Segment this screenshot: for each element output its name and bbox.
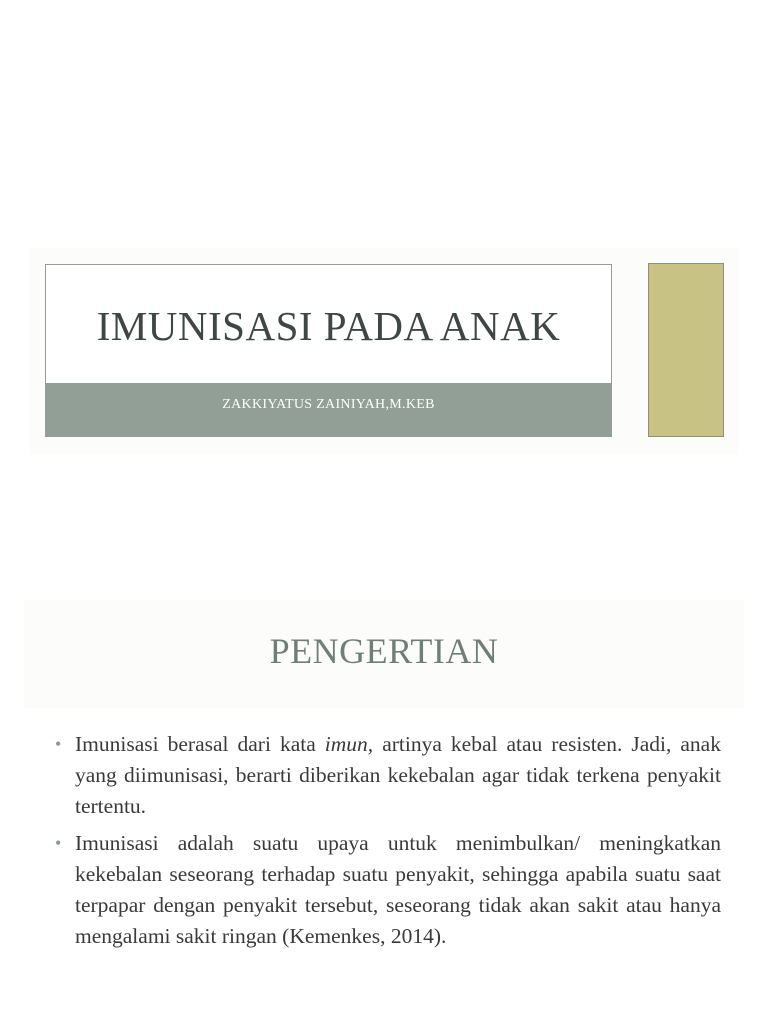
subtitle-band bbox=[46, 383, 611, 436]
list-item bbox=[55, 729, 721, 822]
bullet-text-start: Imunisasi berasal dari kata bbox=[75, 732, 325, 756]
bullet-icon: • bbox=[55, 734, 62, 754]
bullet-text-end: artinya kebal atau resisten. Jadi, anak yang diimunisasi, berarti diberikan kekebalan agar tidak terkena penyakit tertentu. bbox=[75, 732, 721, 818]
bullet-icon: • bbox=[55, 833, 62, 853]
bullet-list bbox=[55, 729, 721, 958]
bullet-text: Imunisasi adalah suatu upaya untuk menimbulkan/ meningkatkan kekebalan seseorang terhadap suatu penyakit, sehingga apabila suatu saat terpapar dengan penyakit tersebut, seseorang tidak akan sakit atau hanya mengalami sakit ringan (Kemenkes, 2014). bbox=[75, 831, 721, 948]
title-box bbox=[45, 264, 612, 437]
accent-block bbox=[648, 263, 724, 437]
slide-subtitle: ZAKKIYATUS ZAINIYAH,M.KEB bbox=[222, 396, 435, 412]
slide-title: IMUNISASI PADA ANAK bbox=[96, 303, 561, 349]
bullet-text-italic: imun, bbox=[324, 732, 374, 756]
list-item bbox=[55, 828, 721, 952]
section-heading: PENGERTIAN bbox=[269, 631, 499, 671]
